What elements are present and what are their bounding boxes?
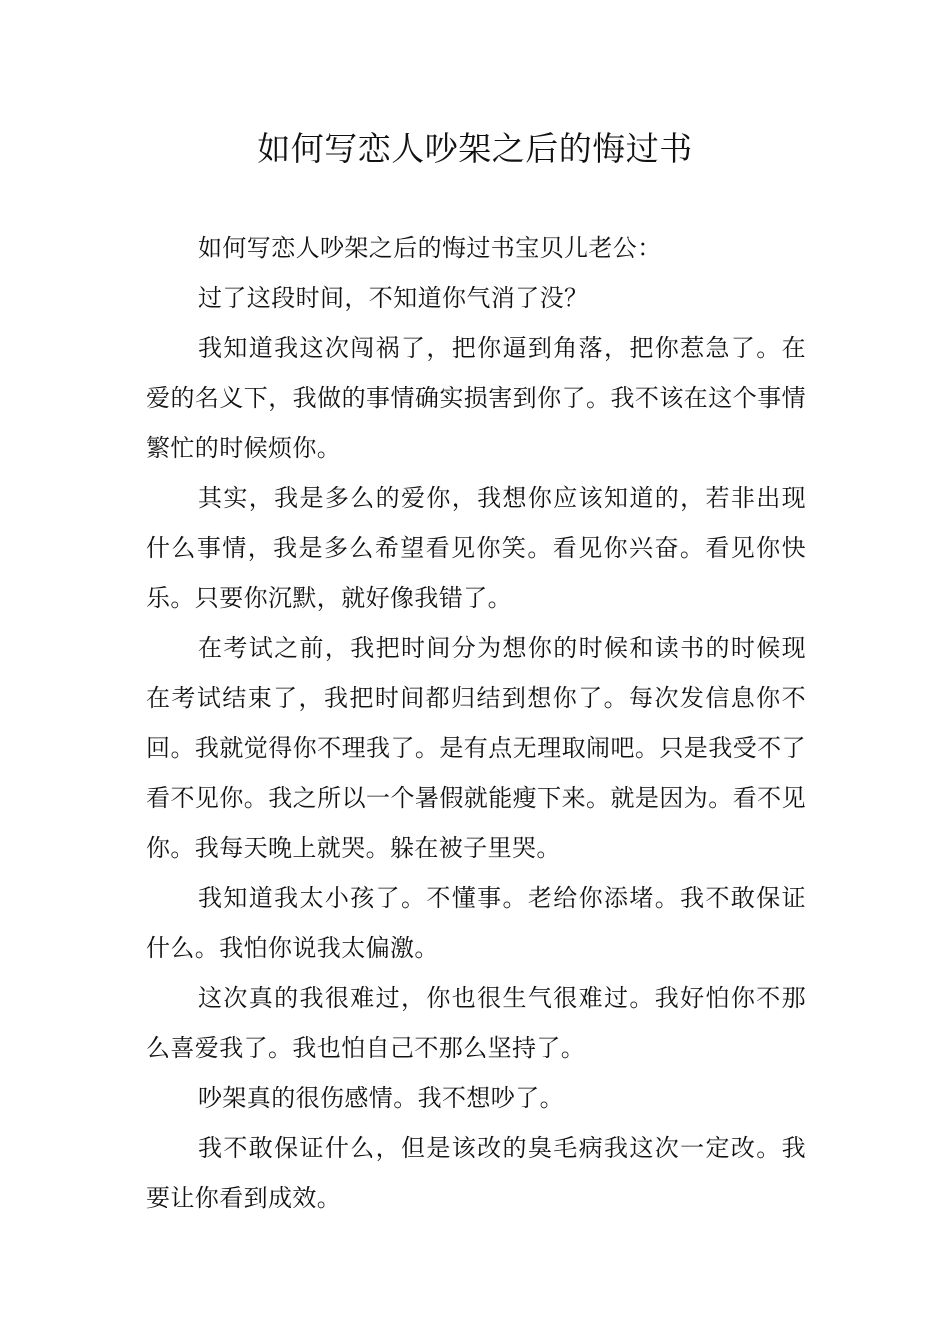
paragraph: 吵架真的很伤感情。我不想吵了。: [198, 1084, 564, 1112]
paragraph: 我不敢保证什么，但是该改的臭毛病我这次一定改。我要让你看到成效。: [146, 1134, 806, 1212]
paragraph: 我知道我太小孩了。不懂事。老给你添堵。我不敢保证什么。我怕你说我太偏激。: [146, 884, 806, 962]
document-body: [146, 223, 806, 1223]
paragraph: 其实，我是多么的爱你，我想你应该知道的，若非出现什么事情，我是多么希望看见你笑。看见你兴奋。看见你快乐。只要你沉默，就好像我错了。: [146, 484, 806, 612]
document-title: 如何写恋人吵架之后的悔过书: [257, 129, 693, 168]
paragraph: 在考试之前，我把时间分为想你的时候和读书的时候现在考试结束了，我把时间都归结到想你了。每次发信息你不回。我就觉得你不理我了。是有点无理取闹吧。只是我受不了看不见你。我之所以一个暑假就能瘦下来。就是因为。看不见你。我每天晚上就哭。躲在被子里哭。: [146, 634, 806, 862]
paragraph: 这次真的我很难过，你也很生气很难过。我好怕你不那么喜爱我了。我也怕自己不那么坚持了。: [146, 984, 806, 1062]
paragraph-greeting: 如何写恋人吵架之后的悔过书宝贝儿老公：: [198, 234, 662, 262]
paragraph: 过了这段时间，不知道你气消了没？: [198, 284, 589, 312]
paragraph: 我知道我这次闯祸了，把你逼到角落，把你惹急了。在爱的名义下，我做的事情确实损害到你了。我不该在这个事情繁忙的时候烦你。: [146, 334, 806, 462]
